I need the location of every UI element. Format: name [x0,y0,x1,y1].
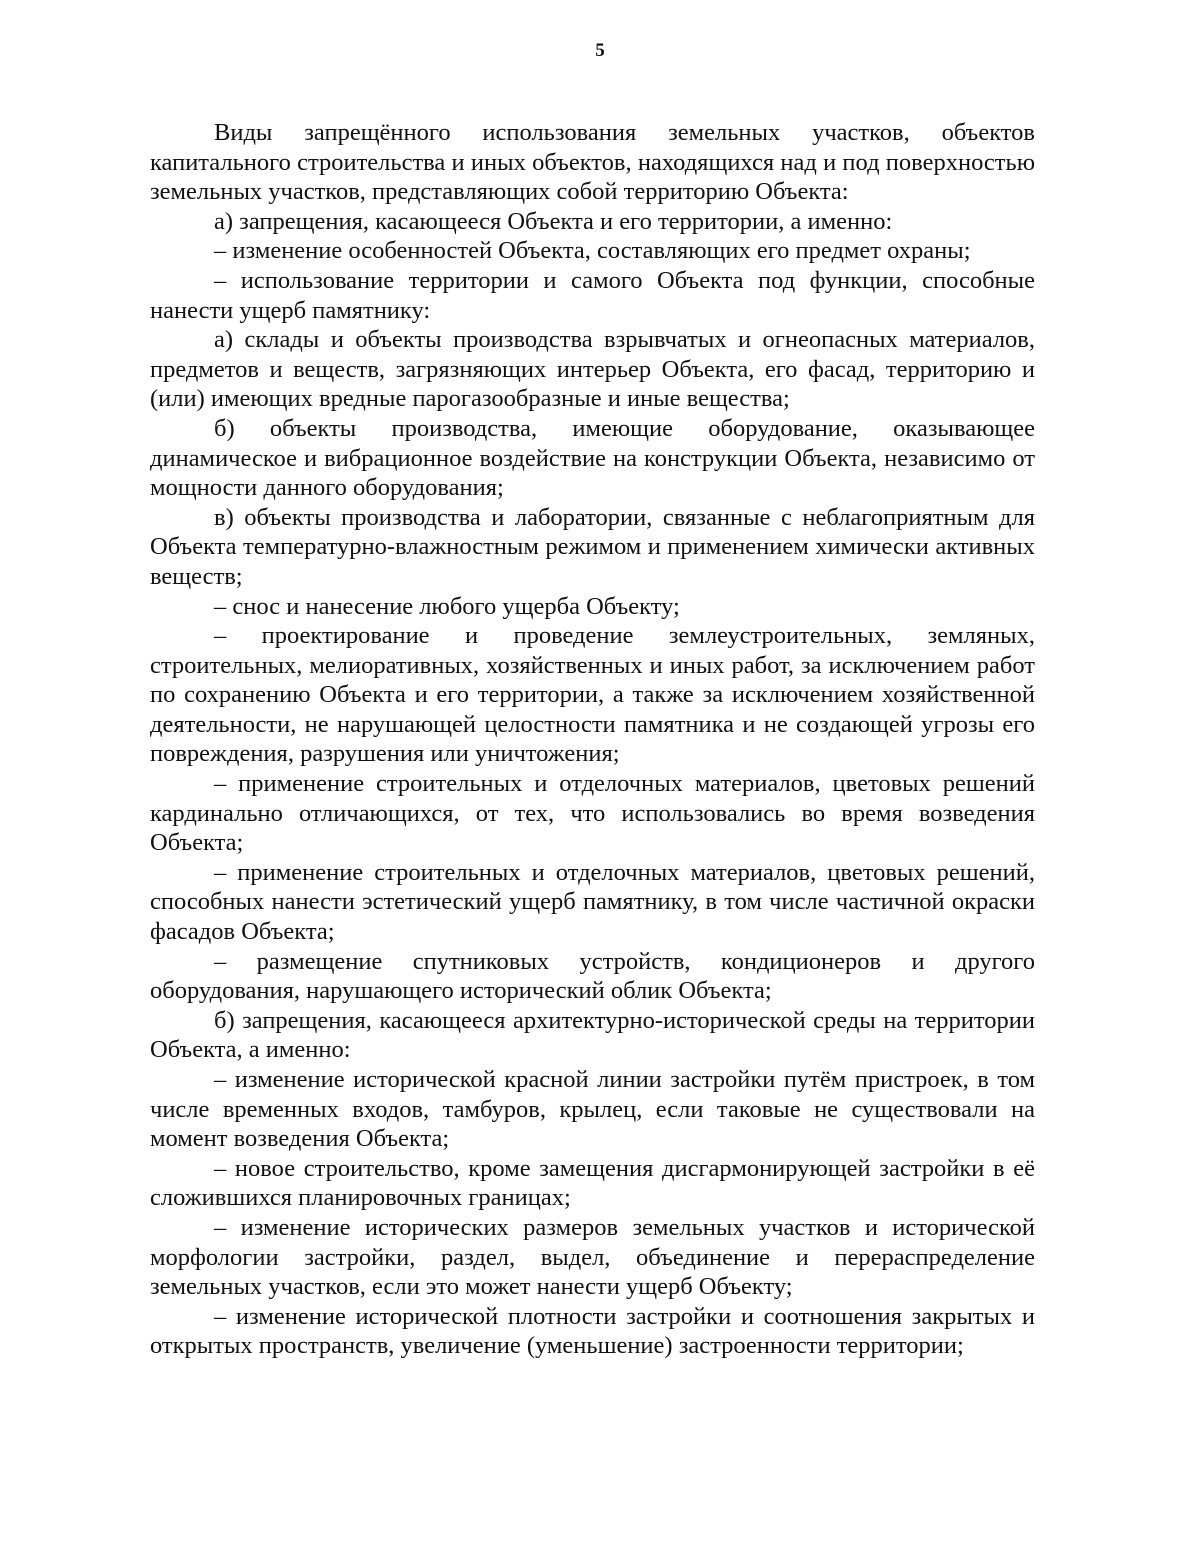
sub-item-a: а) склады и объекты производства взрывчатых и огнеопасных материалов, предметов и веществ, загрязняющих интерьер Объекта, его фасад, территорию и (или) имеющих вредные парогазообразные и иные вещества; [150,326,1035,413]
list-item: – изменение исторических размеров земельных участков и исторической морфологии застройки, раздел, выдел, объединение и перераспределение земельных участков, если это может нанести ущерб Объекту; [150,1213,1035,1301]
sub-item-b: б) объекты производства, имеющие оборудование, оказывающее динамическое и вибрационное воздействие на конструкции Объекта, независимо от мощности данного оборудования; [150,414,1035,502]
paragraph-intro: Виды запрещённого использования земельных участков, объектов капитального строительства и иных объектов, находящихся над и под поверхностью земельных участков, представляющих собой территорию Объекта: [150,119,1035,206]
list-item: – размещение спутниковых устройств, кондиционеров и другого оборудования, нарушающего исторический облик Объекта; [150,947,1035,1005]
list-item: – использование территории и самого Объекта под функции, способные нанести ущерб памятнику: [150,266,1035,324]
paragraph-section-a: а) запрещения, касающееся Объекта и его территории, а именно: [214,207,893,235]
list-item: – проектирование и проведение землеустроительных, земляных, строительных, мелиоративных, хозяйственных и иных работ, за исключением работ по сохранению Объекта и его территории, а также за исключением хозяйственной деятельности, не нарушающей целостности памятника и не создающей угрозы его повреждения, разрушения или уничтожения; [150,622,1035,768]
list-item: – применение строительных и отделочных материалов, цветовых решений кардинально отличающихся, от тех, что использовались во время возведения Объекта; [150,770,1035,857]
paragraph-section-b: б) запрещения, касающееся архитектурно-исторической среды на территории Объекта, а именно: [150,1006,1035,1064]
list-item: – изменение особенностей Объекта, составляющих его предмет охраны; [214,237,971,265]
sub-item-v: в) объекты производства и лаборатории, связанные с неблагоприятным для Объекта температурно-влажностным режимом и применением химически активных веществ; [150,503,1035,590]
page-number: 5 [595,40,605,61]
list-item: – изменение исторической красной линии застройки путём пристроек, в том числе временных входов, тамбуров, крылец, если таковые не существовали на момент возведения Объекта; [150,1066,1035,1153]
list-item: – применение строительных и отделочных материалов, цветовых решений, способных нанести эстетический ущерб памятнику, в том числе частичной окраски фасадов Объекта; [150,858,1035,946]
list-item: – изменение исторической плотности застройки и соотношения закрытых и открытых пространств, увеличение (уменьшение) застроенности территории; [150,1302,1035,1360]
list-item: – новое строительство, кроме замещения дисгармонирующей застройки в её сложившихся планировочных границах; [150,1154,1035,1212]
list-item: – снос и нанесение любого ущерба Объекту; [214,592,680,620]
document-body [150,118,1035,1361]
